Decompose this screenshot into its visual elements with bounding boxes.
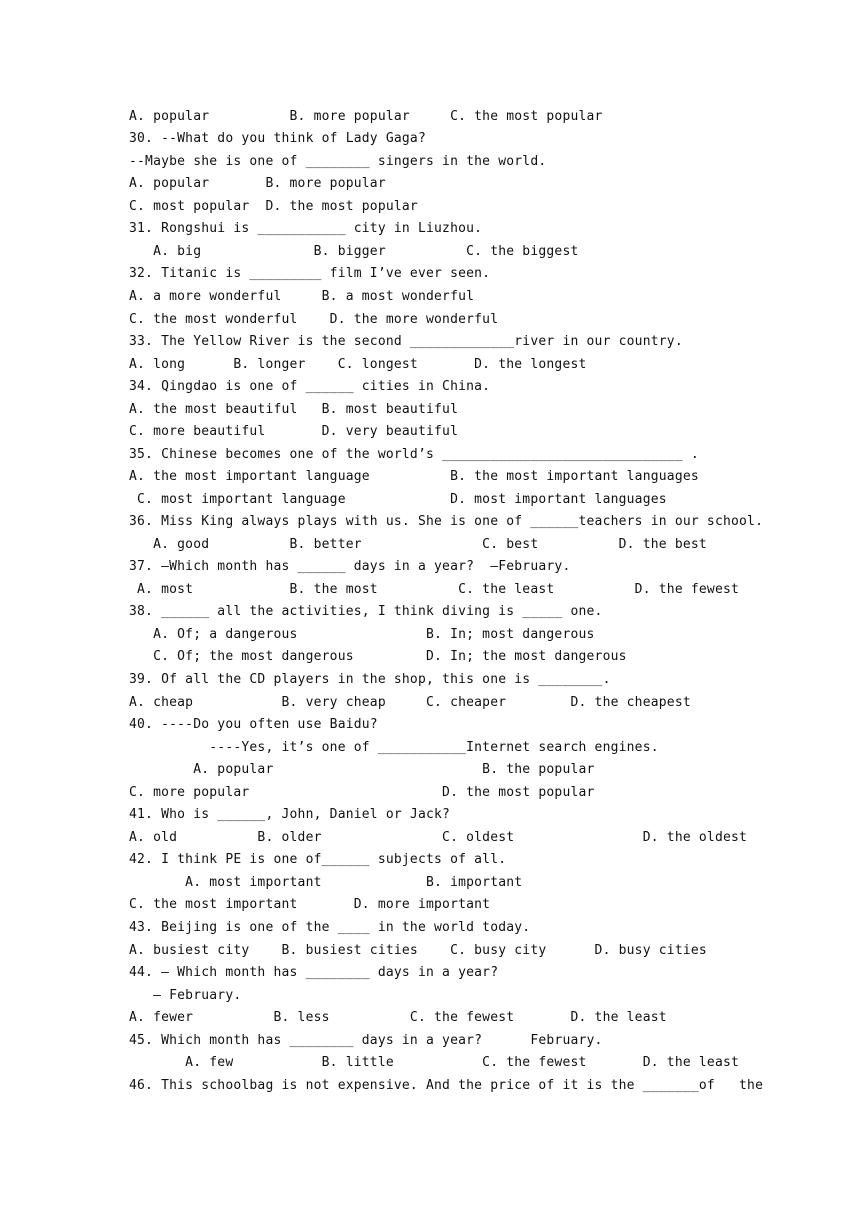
text-line: A. the most important language B. the most important languages: [129, 469, 699, 484]
text-line: C. more popular D. the most popular: [129, 785, 595, 800]
text-line: 42. I think PE is one of______ subjects of all.: [129, 852, 507, 867]
text-line: C. Of; the most dangerous D. In; the most dangerous: [129, 649, 627, 664]
text-line: A. fewer B. less C. the fewest D. the least: [129, 1010, 667, 1025]
text-line: 35. Chinese becomes one of the world’s ______________________________ .: [129, 447, 699, 462]
text-line: A. good B. better C. best D. the best: [129, 537, 707, 552]
text-line: 41. Who is ______, John, Daniel or Jack?: [129, 807, 451, 822]
text-line: A. cheap B. very cheap C. cheaper D. the cheapest: [129, 695, 691, 710]
text-line: --Maybe she is one of ________ singers in the world.: [129, 154, 547, 169]
text-line: A. old B. older C. oldest D. the oldest: [129, 830, 748, 845]
text-line: 39. Of all the CD players in the shop, this one is ________.: [129, 672, 611, 687]
text-line: A. most B. the most C. the least D. the fewest: [129, 582, 740, 597]
text-line: A. long B. longer C. longest D. the longest: [129, 357, 587, 372]
text-line: 30. --What do you think of Lady Gaga?: [129, 131, 426, 146]
text-line: A. busiest city B. busiest cities C. busy city D. busy cities: [129, 943, 707, 958]
text-line: 40. ----Do you often use Baidu?: [129, 717, 378, 732]
text-line: 38. ______ all the activities, I think diving is _____ one.: [129, 604, 603, 619]
text-line: A. Of; a dangerous B. In; most dangerous: [129, 627, 595, 642]
text-line: C. more beautiful D. very beautiful: [129, 424, 459, 439]
text-line: ----Yes, it’s one of ___________Internet search engines.: [129, 740, 659, 755]
text-line: 36. Miss King always plays with us. She is one of ______teachers in our school.: [129, 514, 764, 529]
text-line: A. popular B. more popular C. the most popular: [129, 109, 603, 124]
text-line: C. most important language D. most important languages: [129, 492, 667, 507]
text-line: A. a more wonderful B. a most wonderful: [129, 289, 475, 304]
text-line: 33. The Yellow River is the second _____________river in our country.: [129, 334, 683, 349]
text-line: 31. Rongshui is ___________ city in Liuzhou.: [129, 221, 483, 236]
text-line: A. the most beautiful B. most beautiful: [129, 402, 459, 417]
text-line: C. most popular D. the most popular: [129, 199, 418, 214]
text-line: 32. Titanic is _________ film I’ve ever seen.: [129, 266, 491, 281]
text-line: A. popular B. more popular: [129, 176, 386, 191]
text-line: 44. — Which month has ________ days in a year?: [129, 965, 499, 980]
text-line: 45. Which month has ________ days in a year? February.: [129, 1033, 603, 1048]
text-line: A. popular B. the popular: [129, 762, 595, 777]
text-line: — February.: [129, 988, 242, 1003]
text-line: C. the most wonderful D. the more wonderful: [129, 312, 499, 327]
text-line: A. few B. little C. the fewest D. the least: [129, 1055, 740, 1070]
text-line: C. the most important D. more important: [129, 897, 491, 912]
text-line: A. most important B. important: [129, 875, 523, 890]
text-line: 34. Qingdao is one of ______ cities in China.: [129, 379, 491, 394]
text-line: 37. —Which month has ______ days in a year? —February.: [129, 559, 571, 574]
text-line: 46. This schoolbag is not expensive. And the price of it is the _______of the: [129, 1078, 764, 1093]
text-line: 43. Beijing is one of the ____ in the world today.: [129, 920, 531, 935]
text-line: A. big B. bigger C. the biggest: [129, 244, 579, 259]
